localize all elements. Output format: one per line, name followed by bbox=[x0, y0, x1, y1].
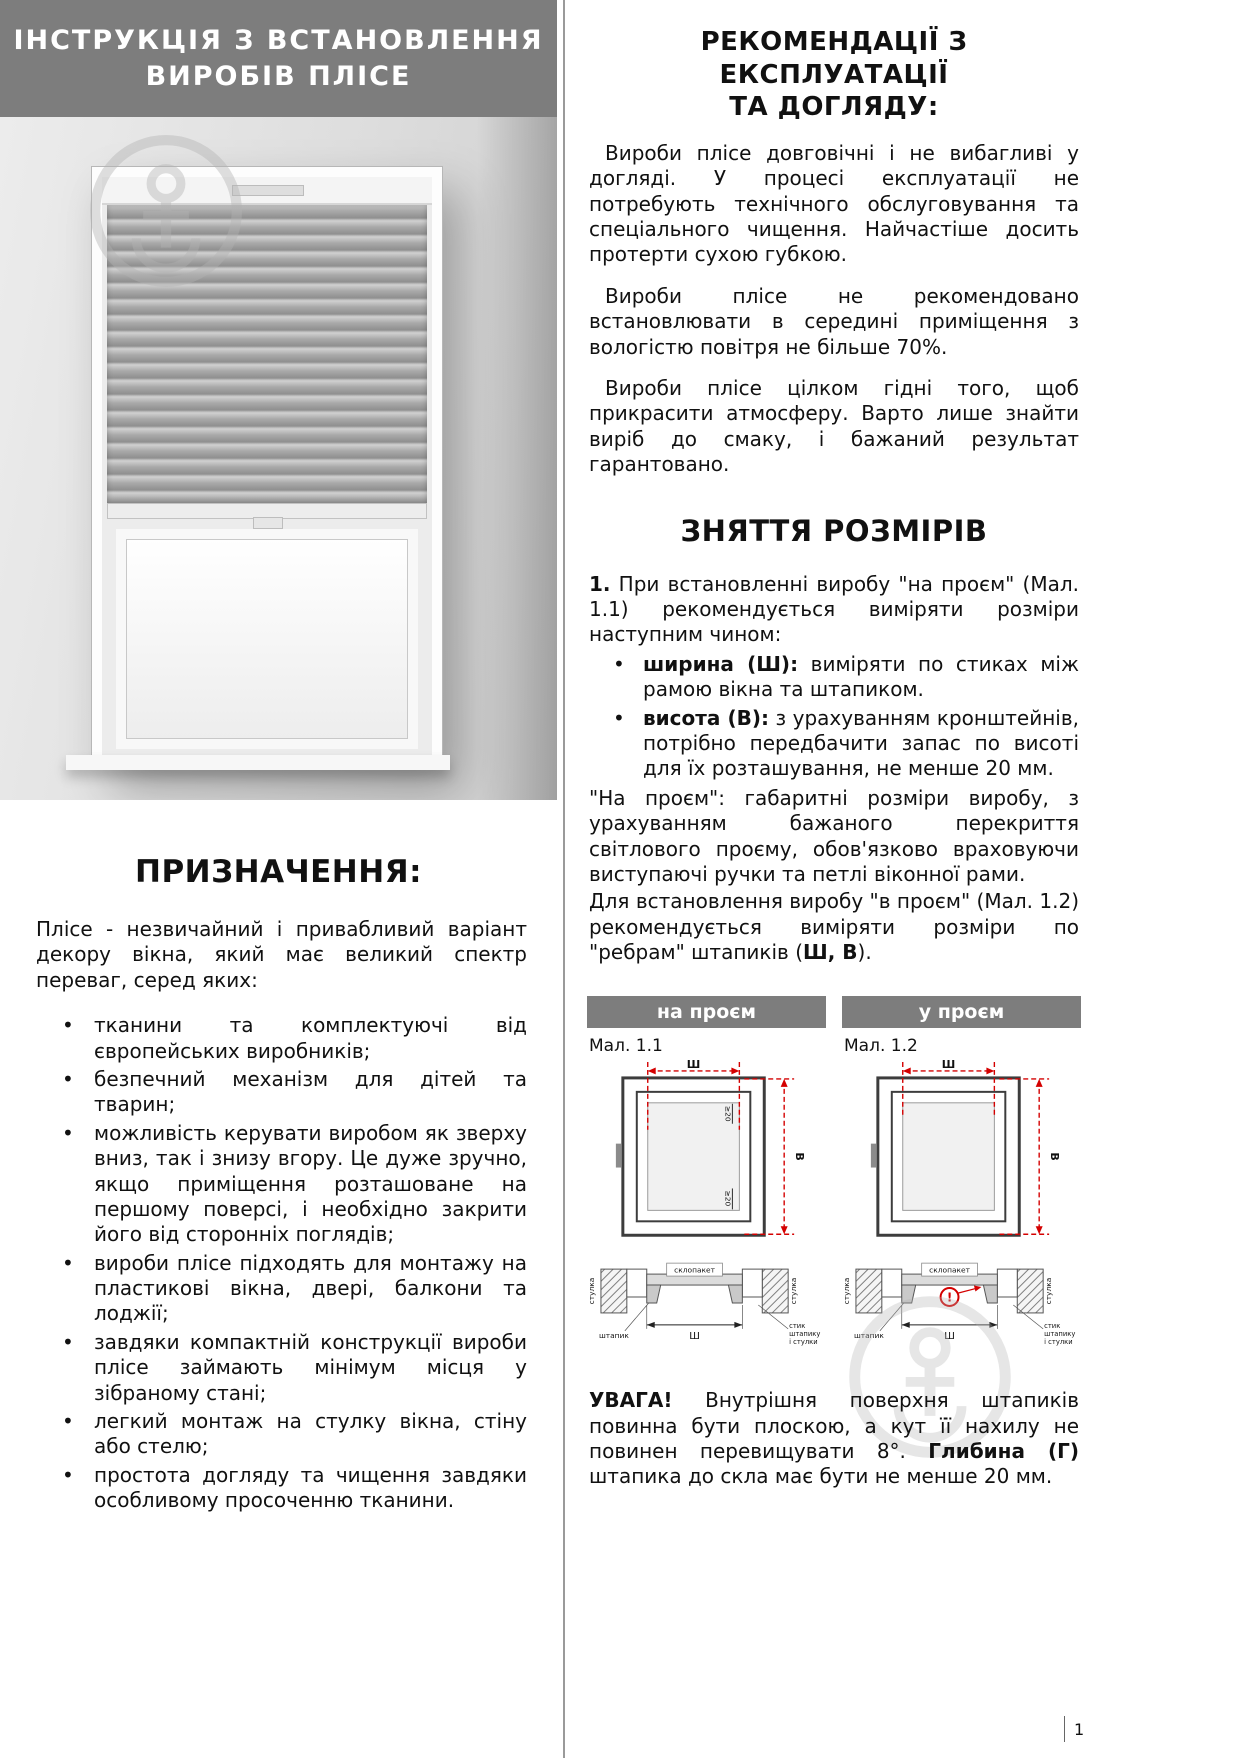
purpose-bullet bbox=[36, 1067, 527, 1118]
left-header-line2: ВИРОБІВ ПЛІСЕ bbox=[145, 60, 412, 92]
sash-label-right: стулка bbox=[789, 1277, 799, 1304]
joint-label-1: стик bbox=[789, 1321, 806, 1330]
sash-label-left: стулка bbox=[842, 1277, 851, 1304]
dims-bold: Ш, В bbox=[803, 940, 858, 965]
purpose-bullet bbox=[36, 1013, 527, 1064]
page-number bbox=[1064, 1716, 1084, 1742]
diagram-panel-u-proem bbox=[842, 996, 1081, 1367]
measure-step-1 bbox=[589, 572, 1079, 648]
glazing-label: склопакет bbox=[674, 1265, 715, 1275]
care-paragraph-3: Вироби плісе цілком гідні того, щоб прикрасити атмосферу. Варто лише знайти виріб до смаку, і бажаний результат гарантовано. bbox=[589, 376, 1079, 477]
width-label: Ш bbox=[686, 1057, 701, 1071]
bullet-text: тканини та комплектуючі від європейських виробників; bbox=[94, 1013, 527, 1063]
window-glass bbox=[116, 529, 418, 749]
width-label: Ш bbox=[941, 1057, 956, 1071]
diagram-caption-1-1: Мал. 1.1 bbox=[589, 1035, 663, 1056]
depth-bold: Глибина (Г) bbox=[928, 1439, 1079, 1463]
purpose-bullet bbox=[36, 1409, 527, 1460]
left-column bbox=[0, 0, 557, 1517]
window-sill bbox=[66, 755, 450, 770]
diagram-header-na-proem: на проєм bbox=[587, 996, 826, 1028]
gap-label-bottom: ≥20 bbox=[723, 1190, 733, 1206]
measure-bullet bbox=[589, 706, 1079, 782]
joint-label-3: і стулки bbox=[1044, 1337, 1073, 1346]
glazing-label: склопакет bbox=[929, 1265, 970, 1275]
purpose-title: ПРИЗНАЧЕННЯ: bbox=[135, 854, 422, 890]
window-illustration bbox=[92, 167, 442, 767]
blind-headrail bbox=[102, 177, 432, 205]
sash-label-left: стулка bbox=[587, 1277, 596, 1304]
step-text: При встановленні виробу "на проєм" (Мал. 1.1) рекомендується виміряти розміри наступним чином: bbox=[589, 571, 1079, 647]
blind-tab-handle bbox=[253, 517, 283, 529]
care-title bbox=[587, 26, 1081, 124]
diagram-panel-na-proem bbox=[587, 996, 826, 1367]
bullet-text: завдяки компактній конструкції вироби плісе займають мінімум місця у зібраному стані; bbox=[94, 1329, 527, 1405]
left-header-line1: ІНСТРУКЦІЯ З ВСТАНОВЛЕННЯ bbox=[13, 24, 544, 56]
page-number-divider bbox=[1064, 1716, 1065, 1742]
diagram-figure-1-1 bbox=[587, 1058, 826, 1367]
bullet-text: виміряти по стиках між рамою вікна та штапиком. bbox=[643, 651, 1079, 702]
sash-label-right: стулка bbox=[1044, 1277, 1054, 1304]
measurement-diagrams bbox=[587, 996, 1081, 1367]
joint-label-2: штапику bbox=[789, 1329, 821, 1338]
blind-bottom-rail bbox=[107, 503, 427, 519]
paragraph-text: Для встановлення виробу "в проєм" (Мал. 1.2) рекомендується виміряти розміри по "ребрам" штапиків ( bbox=[589, 889, 1079, 965]
bead-label: штапик bbox=[598, 1330, 629, 1340]
width-label-bottom: Ш bbox=[944, 1330, 955, 1342]
purpose-intro: Плісе - незвичайний і привабливий варіант декору вікна, який має великий спектр переваг, серед яких: bbox=[36, 917, 527, 992]
gap-label-top: ≥20 bbox=[723, 1105, 733, 1122]
right-column bbox=[587, 0, 1081, 1490]
diagram-caption-1-2: Мал. 1.2 bbox=[844, 1035, 918, 1056]
attention-text-b: штапика до скла має бути не менше 20 мм. bbox=[589, 1464, 1053, 1489]
diagram-figure-1-2 bbox=[842, 1058, 1081, 1367]
bullet-text: можливість керувати виробом як зверху вниз, так і знизу вгору. Це дуже зручно, якщо приміщення розташоване на першому поверсі, і необхідно закрити його від сторонніх поглядів; bbox=[94, 1120, 527, 1247]
bullet-text: легкий монтаж на стулку вікна, стіну або стелю; bbox=[94, 1409, 527, 1459]
measure-bullet-list bbox=[589, 652, 1079, 782]
bullet-text: з урахуванням кронштейнів, потрібно передбачити запас по висоті для їх розташування, не менше 20 мм. bbox=[643, 705, 1079, 781]
bullet-lead: ширина (Ш): bbox=[643, 651, 799, 676]
step-number: 1. bbox=[589, 571, 611, 596]
measure-paragraph-na-proem: "На проєм": габаритні розміри виробу, з урахуванням бажаного перекриття світлового проєму, обов'язково враховуючи виступаючі ручки та петлі віконної рами. bbox=[589, 785, 1079, 886]
bullet-text: безпечний механізм для дітей та тварин; bbox=[94, 1066, 527, 1117]
height-label: В bbox=[1048, 1151, 1062, 1161]
purpose-bullet bbox=[36, 1463, 527, 1514]
care-title-line2: ТА ДОГЛЯДУ: bbox=[729, 92, 939, 122]
page-number-value: 1 bbox=[1074, 1719, 1085, 1739]
joint-label-1: стик bbox=[1044, 1321, 1061, 1330]
window-front-view bbox=[871, 1058, 1061, 1235]
column-divider bbox=[563, 0, 565, 1758]
diagram-header-u-proem: у проєм bbox=[842, 996, 1081, 1028]
care-title-line1: РЕКОМЕНДАЦІЇ З ЕКСПЛУАТАЦІЇ bbox=[700, 27, 968, 90]
attention-paragraph bbox=[589, 1388, 1079, 1490]
height-label: В bbox=[793, 1151, 807, 1161]
wall-recess-shadow bbox=[477, 117, 557, 800]
care-paragraph-1: Вироби плісе довговічні і не вибагливі у догляді. У процесі експлуатації не потребують технічного обслуговування та спеціального чищення. Найчастіше досить протерти сухою губкою. bbox=[589, 140, 1079, 267]
window-front-view bbox=[616, 1058, 806, 1235]
measure-bullet bbox=[589, 652, 1079, 703]
purpose-bullet-list bbox=[36, 1013, 527, 1513]
purpose-bullet bbox=[36, 1251, 527, 1327]
cross-section-view bbox=[842, 1263, 1075, 1346]
joint-label-3: і стулки bbox=[789, 1337, 818, 1346]
measure-paragraph-v-proem bbox=[589, 889, 1079, 965]
joint-label-2: штапику bbox=[1044, 1329, 1076, 1338]
paragraph-text: ). bbox=[857, 940, 872, 965]
attention-lead: УВАГА! bbox=[589, 1388, 673, 1413]
bullet-text: простота догляду та чищення завдяки особливому просоченню тканини. bbox=[94, 1462, 527, 1513]
headrail-handle bbox=[232, 185, 304, 196]
attention-text-a: Внутрішня поверхня штапиків повинна бути плоскою, а кут її нахилу не повинен перевищувати 8°. bbox=[589, 1388, 1079, 1463]
purpose-bullet bbox=[36, 1121, 527, 1248]
left-header-banner bbox=[0, 0, 557, 117]
bullet-text: вироби плісе підходять для монтажу на пластикові вікна, двері, балкони та лоджії; bbox=[94, 1250, 527, 1326]
bead-label: штапик bbox=[853, 1330, 884, 1340]
bullet-lead: висота (В): bbox=[643, 705, 769, 730]
care-paragraph-2: Вироби плісе не рекомендовано встановлювати в середині приміщення з вологістю повітря не більше 70%. bbox=[589, 283, 1079, 359]
measure-title: ЗНЯТТЯ РОЗМІРІВ bbox=[680, 513, 988, 548]
purpose-bullet bbox=[36, 1330, 527, 1406]
warning-exclamation: ! bbox=[946, 1289, 953, 1304]
product-photo bbox=[0, 117, 557, 800]
pleated-blind bbox=[107, 205, 427, 503]
cross-section-view bbox=[587, 1263, 820, 1346]
width-label-bottom: Ш bbox=[689, 1330, 700, 1342]
